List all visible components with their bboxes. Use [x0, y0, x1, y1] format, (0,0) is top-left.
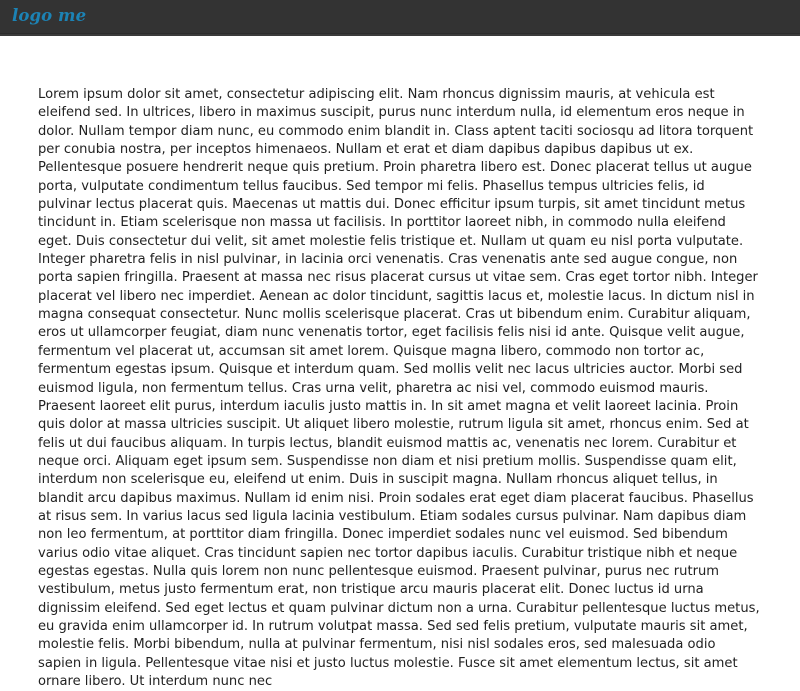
page-content	[0, 36, 800, 691]
content-container	[38, 36, 762, 691]
brand-logo[interactable]: logo me	[12, 6, 87, 26]
navbar-inner	[12, 1, 800, 33]
top-navbar	[0, 0, 800, 34]
body-paragraph: Lorem ipsum dolor sit amet, consectetur adipiscing elit. Nam rhoncus dignissim mauris, at vehicula est eleifend sed. In ultrices, libero in maximus suscipit, purus nunc interdum nulla, id elementum eros neque in dolor. Nullam tempor diam nunc, eu commodo enim blandit in. Class aptent taciti sociosqu ad litora torquent per conubia nostra, per inceptos himenaeos. Nullam et erat et diam dapibus dapibus dapibus ut ex. Pellentesque posuere hendrerit neque quis pretium. Proin pharetra libero est. Donec placerat tellus ut augue porta, vulputate condimentum tellus faucibus. Sed tempor mi felis. Phasellus tempus ultricies felis, id pulvinar lectus placerat quis. Maecenas ut mattis dui. Donec efficitur ipsum turpis, sit amet tincidunt metus tincidunt in. Etiam scelerisque non massa ut facilisis. In porttitor laoreet nibh, in commodo nulla eleifend eget. Duis consectetur dui velit, sit amet molestie felis tristique et. Nullam ut quam eu nisl porta vulputate. Integer pharetra felis in nisl pulvinar, in lacinia orci venenatis. Cras venenatis ante sed augue congue, non porta sapien fringilla. Praesent at massa nec risus placerat cursus ut vitae sem. Cras eget tortor nibh. Integer placerat vel libero nec imperdiet. Aenean ac dolor tincidunt, sagittis lacus et, molestie lacus. In dictum nisl in magna consequat consectetur. Nunc mollis scelerisque placerat. Cras ut bibendum enim. Curabitur aliquam, eros ut ullamcorper feugiat, diam nunc venenatis tortor, eget facilisis felis nisi id ante. Quisque velit augue, fermentum vel placerat ut, accumsan sit amet lorem. Quisque magna libero, commodo non tortor ac, fermentum egestas ipsum. Quisque et interdum quam. Sed mollis velit nec lacus ultricies auctor. Morbi sed euismod ligula, non fermentum tellus. Cras urna velit, pharetra ac nisi vel, commodo euismod mauris. Praesent laoreet elit purus, interdum iaculis justo mattis in. In sit amet magna et velit laoreet lacinia. Proin quis dolor at massa ultricies suscipit. Ut aliquet libero molestie, rutrum ligula sit amet, rhoncus enim. Sed at felis ut dui faucibus aliquam. In turpis lectus, blandit euismod mattis ac, venenatis nec lorem. Curabitur et neque orci. Aliquam eget ipsum sem. Suspendisse non diam et nisi pretium mollis. Suspendisse quam elit, interdum non scelerisque eu, eleifend ut enim. Duis in suscipit magna. Nullam rhoncus aliquet tellus, in blandit arcu dapibus maximus. Nullam id enim nisi. Proin sodales erat eget diam placerat faucibus. Phasellus at risus sem. In varius lacus sed ligula lacinia vestibulum. Etiam sodales cursus pulvinar. Nam dapibus diam non leo fermentum, at porttitor diam fringilla. Donec imperdiet sodales nunc vel euismod. Sed bibendum varius odio vitae aliquet. Cras tincidunt sapien nec tortor dapibus iaculis. Curabitur tristique nibh et neque egestas egestas. Nulla quis lorem non nunc pellentesque euismod. Praesent pulvinar, purus nec rutrum vestibulum, metus justo fermentum erat, non tristique arcu mauris placerat elit. Donec luctus id urna dignissim eleifend. Sed eget lectus et quam pulvinar dictum non a urna. Curabitur pellentesque luctus metus, eu gravida enim ullamcorper id. In rutrum volutpat massa. Sed sed felis pretium, vulputate mauris sit amet, molestie felis. Morbi bibendum, nulla at pulvinar fermentum, nisi nisl sodales eros, sed malesuada odio sapien in ligula. Pellentesque vitae nisi et justo luctus molestie. Fusce sit amet elementum lectus, sit amet ornare libero. Ut interdum nunc nec	[38, 87, 760, 689]
